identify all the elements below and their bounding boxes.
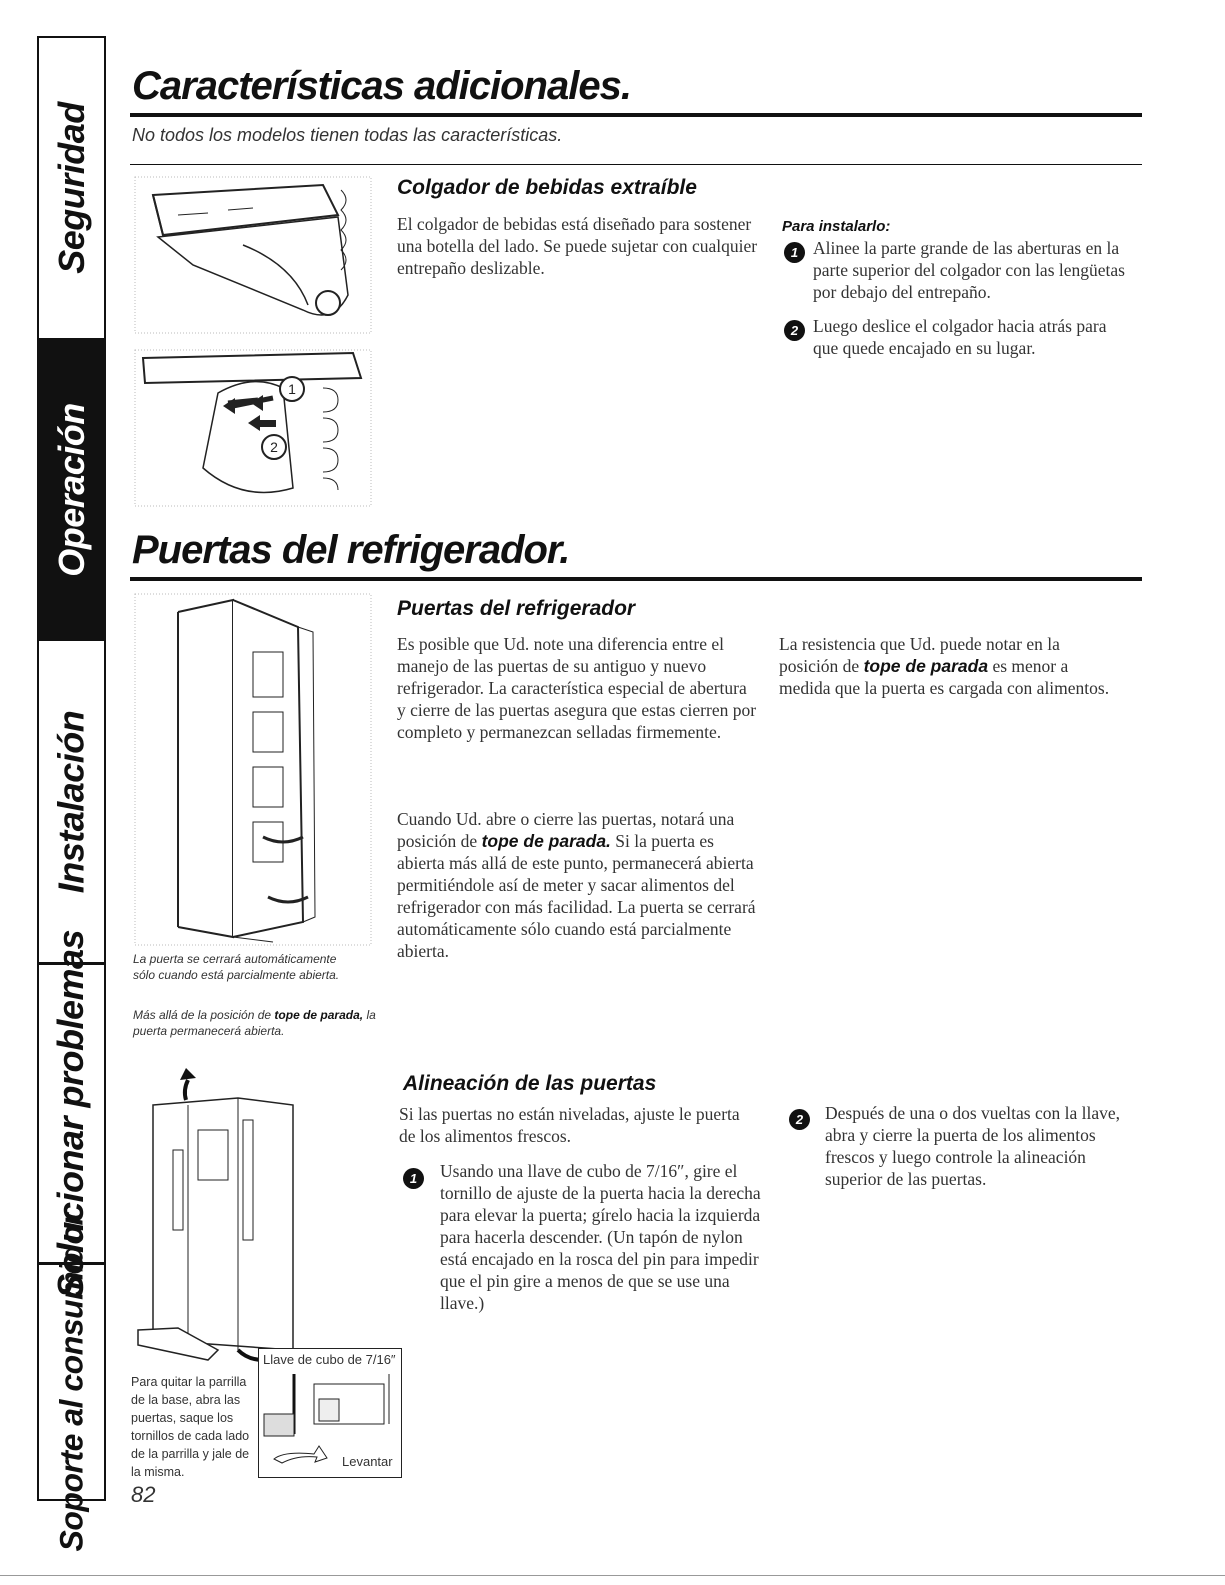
hanger-illustration-bottom xyxy=(133,348,373,508)
tab-soporte-consumidor[interactable] xyxy=(39,1213,104,1551)
tab-operacion[interactable] xyxy=(39,341,104,641)
tab-label: Solucionar problemas xyxy=(50,929,92,1298)
alignment-heading: Alineación de las puertas xyxy=(403,1072,657,1095)
caption-emphasis: tope de parada, xyxy=(274,1008,364,1022)
grille-caption: Para quitar la parrilla de la base, abra las puertas, saque los tornillos de cada lado de la parrilla y jale de la misma. xyxy=(131,1375,250,1479)
install-step-1: Alinee la parte grande de las aberturas en la parte superior del colgador con las lengüetas por debajo del entrepaño. xyxy=(813,238,1125,302)
paragraph-text: es menor a medida que la puerta es cargada con alimentos. xyxy=(779,656,1110,698)
paragraph-emphasis: tope de parada xyxy=(863,656,989,676)
wrench-detail-box xyxy=(258,1348,402,1478)
paragraph-text: La resistencia que Ud. puede notar en la posición de xyxy=(779,634,1060,676)
section-tabs xyxy=(37,36,106,1551)
bottom-border xyxy=(0,1575,1225,1576)
paragraph-text: Cuando Ud. abre o cierre las puertas, notará una posición de xyxy=(397,809,735,851)
alignment-step-number-1: 1 xyxy=(403,1168,424,1189)
doors-paragraph-3 xyxy=(779,633,1119,699)
door-caption-2 xyxy=(133,1007,398,1039)
door-caption-1: La puerta se cerrará automáticamente sólo cuando está parcialmente abierta. xyxy=(133,952,340,982)
wrench-label: Llave de cubo de 7/16″ xyxy=(263,1352,396,1367)
figure-label-2: 2 xyxy=(261,434,287,460)
figure-label-1: 1 xyxy=(279,376,305,402)
alignment-step-2: Después de una o dos vueltas con la llave, abra y cierre la puerta de los alimentos frescos y luego controle la alineación superior de las puertas. xyxy=(825,1103,1120,1189)
tab-label: Seguridad xyxy=(50,102,92,274)
refrigerator-front-illustration xyxy=(128,1060,398,1370)
caption-text: Más allá de la posición de xyxy=(133,1008,275,1022)
tab-instalacion[interactable] xyxy=(39,641,104,965)
paragraph-emphasis: tope de parada. xyxy=(481,831,611,851)
section-title-doors: Puertas del refrigerador. xyxy=(132,528,570,572)
section-rule xyxy=(130,577,1142,581)
doors-heading: Puertas del refrigerador xyxy=(397,597,636,620)
divider xyxy=(130,164,1142,165)
tab-label: Soporte al consumidor xyxy=(53,1213,90,1551)
install-heading: Para instalarlo: xyxy=(782,218,891,235)
page-subtitle: No todos los modelos tienen todas las características. xyxy=(132,125,563,145)
paragraph-text: Si la puerta es abierta más allá de este punto, permanecerá abierta permitiéndole así de meter y sacar alimentos del refrigerador con más facilidad. La puerta se cerrará automáticamente sólo cuando está parcialmente abierta. xyxy=(397,831,756,961)
step-number-2: 2 xyxy=(784,320,805,341)
hanger-heading: Colgador de bebidas extraíble xyxy=(397,176,697,199)
alignment-step-1: Usando una llave de cubo de 7/16″, gire el tornillo de ajuste de la puerta hacia la derecha para elevar la puerta; gírelo hacia la izquierda para hacerla descender. (Un tapón de nylon está encajado en la rosca del pin para impedir que el pin gire a menos de que se use una llave.) xyxy=(440,1161,761,1313)
tab-label: Instalación xyxy=(50,710,92,893)
refrigerator-door-illustration xyxy=(133,592,373,947)
alignment-step-number-2: 2 xyxy=(789,1109,810,1130)
page-title: Características adicionales. xyxy=(132,64,631,108)
lift-label: Levantar xyxy=(342,1454,393,1469)
step-number-1: 1 xyxy=(784,242,805,263)
doors-paragraph-1: Es posible que Ud. note una diferencia entre el manejo de las puertas de su antiguo y nuevo refrigerador. La característica especial de abertura y cierre de las puertas asegura que estas cierren por completo y permanezcan selladas firmemente. xyxy=(397,634,757,742)
doors-paragraph-2 xyxy=(397,808,762,962)
tab-label: Operación xyxy=(50,402,92,577)
hanger-illustration-top xyxy=(133,175,373,335)
caption-text: la puerta permanecerá abierta. xyxy=(133,1008,376,1038)
title-rule xyxy=(130,113,1142,117)
page-number: 82 xyxy=(131,1482,156,1507)
tab-seguridad[interactable] xyxy=(39,38,104,341)
install-step-2: Luego deslice el colgador hacia atrás para que quede encajado en su lugar. xyxy=(813,316,1107,358)
alignment-intro: Si las puertas no están niveladas, ajuste le puerta de los alimentos frescos. xyxy=(399,1104,740,1146)
hanger-description: El colgador de bebidas está diseñado para sostener una botella del lado. Se puede sujetar con cualquier entrepaño deslizable. xyxy=(397,214,758,278)
